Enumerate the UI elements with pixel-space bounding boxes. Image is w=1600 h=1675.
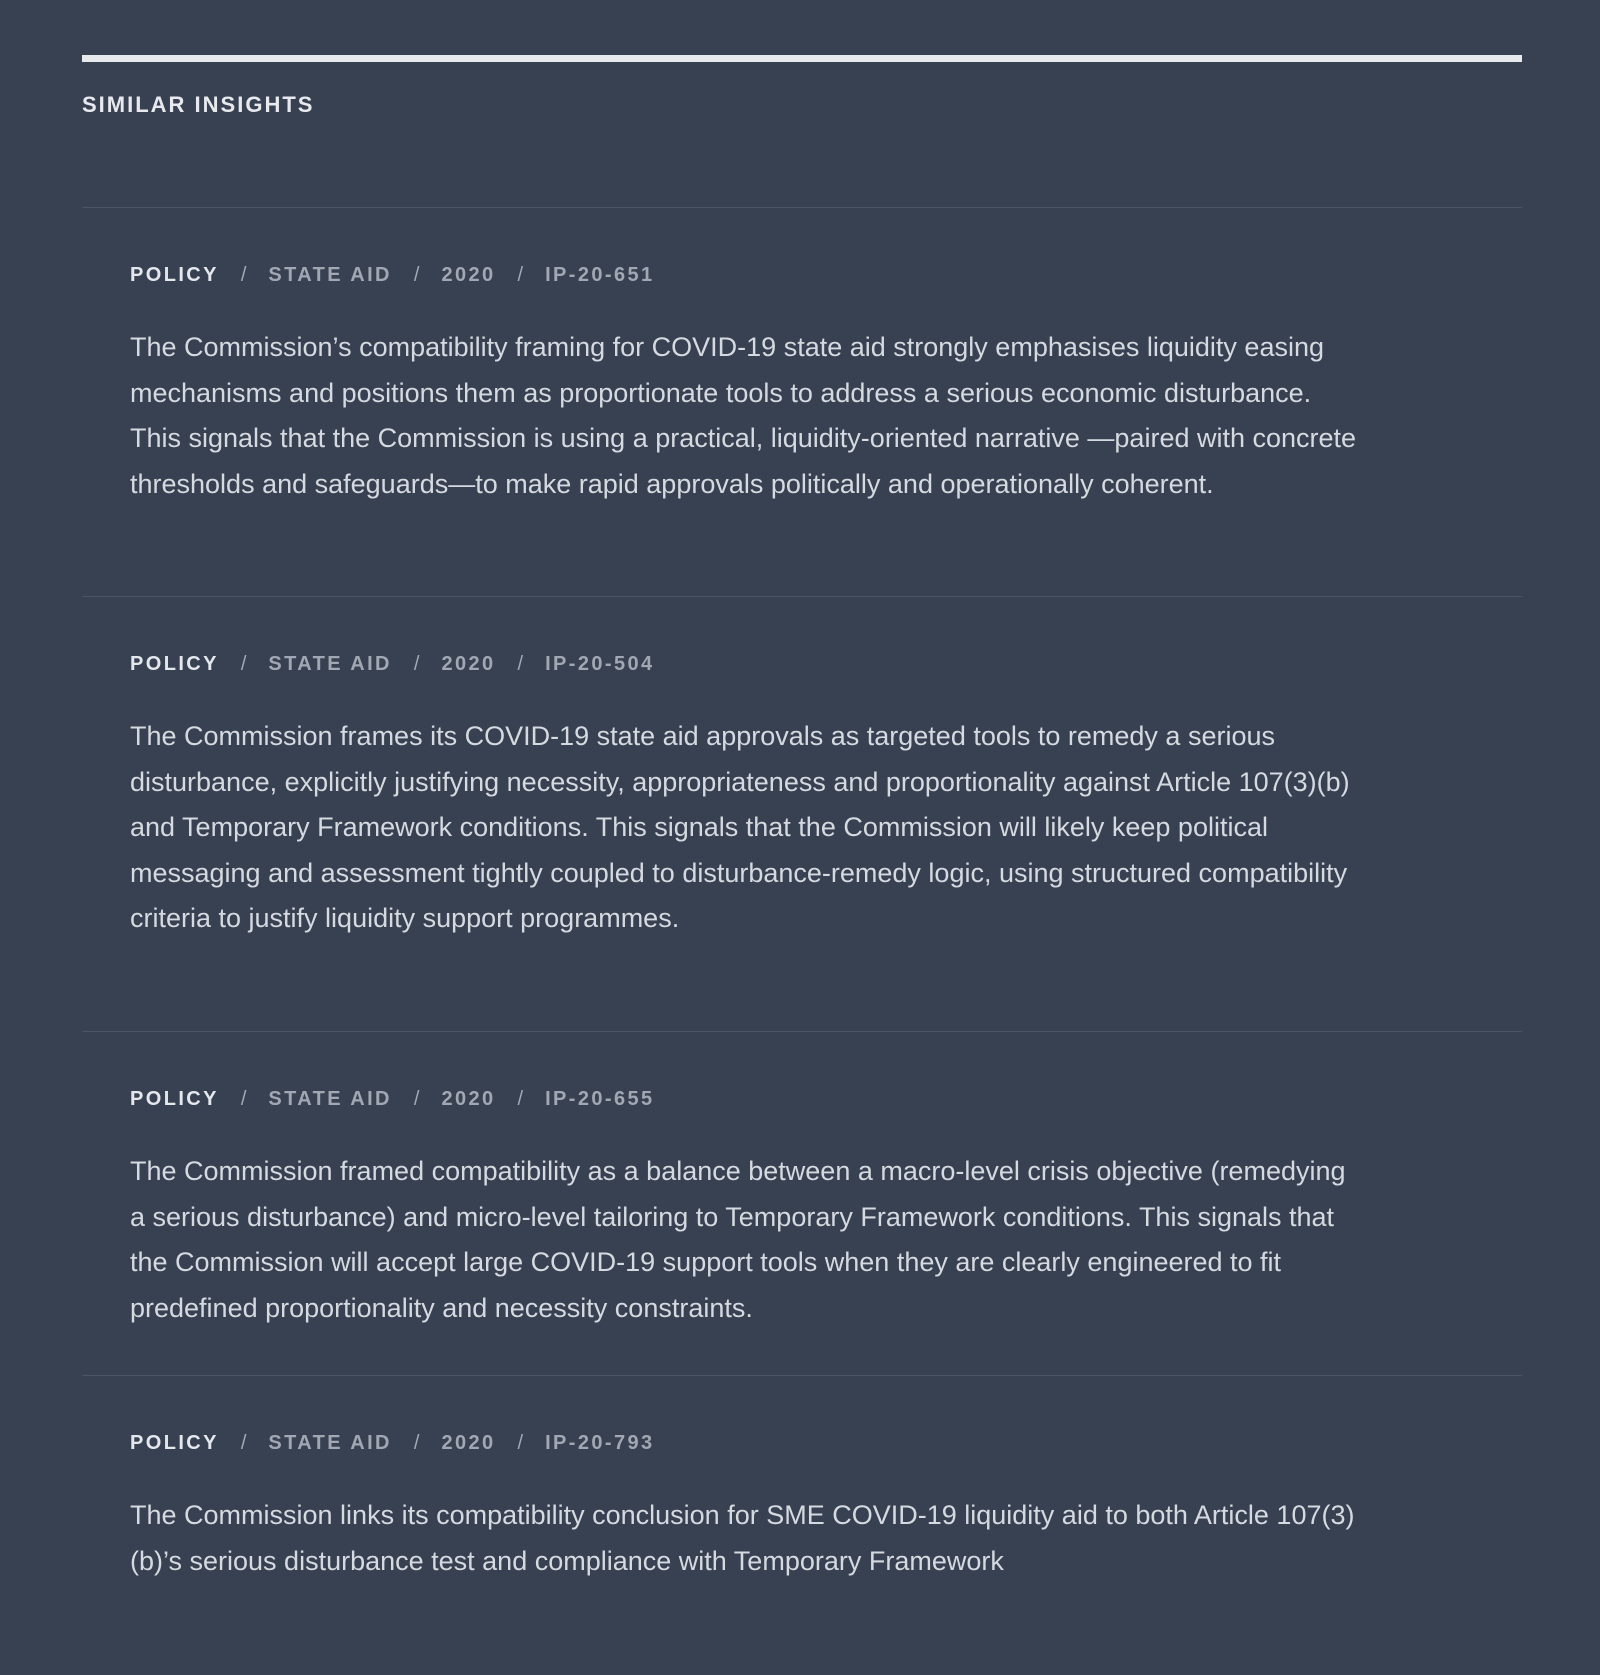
insight-card[interactable] — [82, 596, 1522, 1031]
insight-category: POLICY — [130, 1088, 219, 1110]
insight-topic: STATE AID — [268, 264, 392, 286]
insight-text: The Commission frames its COVID-19 state aid approvals as targeted tools to remedy a serious disturbance, explicitly justifying necessity, appropriateness and proportionality against Article 107(3)(b) and Temporary Framework conditions. This signals that the Commission will likely keep political messaging and assessment tightly coupled to disturbance-remedy logic, using structured compatibility criteria to justify liquidity support programmes. — [130, 721, 1350, 933]
insight-meta — [130, 1087, 1522, 1111]
meta-separator: / — [517, 264, 524, 286]
insight-reference: IP-20-655 — [545, 1088, 655, 1110]
meta-separator: / — [240, 653, 247, 675]
insight-meta — [130, 1431, 1522, 1455]
insight-meta — [130, 652, 1522, 676]
insight-year: 2020 — [441, 1088, 496, 1110]
insight-meta — [130, 263, 1522, 287]
insight-card[interactable] — [82, 1375, 1522, 1675]
meta-separator: / — [413, 264, 420, 286]
insight-text: The Commission framed compatibility as a balance between a macro-level crisis objective (remedying a serious disturbance) and micro-level tailoring to Temporary Framework conditions. This signals that the Commission will accept large COVID-19 support tools when they are clearly engineered to fit predefined proportionality and necessity constraints. — [130, 1156, 1346, 1323]
insight-card[interactable] — [82, 207, 1522, 596]
similar-insights-section — [82, 55, 1522, 1675]
meta-separator: / — [240, 1432, 247, 1454]
meta-separator: / — [240, 1088, 247, 1110]
insight-topic: STATE AID — [268, 1088, 392, 1110]
insight-reference: IP-20-504 — [545, 653, 655, 675]
insight-year: 2020 — [441, 264, 496, 286]
insight-category: POLICY — [130, 1432, 219, 1454]
meta-separator: / — [413, 653, 420, 675]
meta-separator: / — [240, 264, 247, 286]
insight-topic: STATE AID — [268, 653, 392, 675]
insight-category: POLICY — [130, 653, 219, 675]
insight-year: 2020 — [441, 1432, 496, 1454]
meta-separator: / — [413, 1088, 420, 1110]
section-top-rule — [82, 55, 1522, 62]
section-title: SIMILAR INSIGHTS — [82, 92, 315, 117]
insight-reference: IP-20-793 — [545, 1432, 655, 1454]
meta-separator: / — [517, 1088, 524, 1110]
insight-topic: STATE AID — [268, 1432, 392, 1454]
insight-text: The Commission links its compatibility conclusion for SME COVID-19 liquidity aid to both Article 107(3)(b)’s serious disturbance test and compliance with Temporary Framework — [130, 1500, 1355, 1576]
meta-separator: / — [413, 1432, 420, 1454]
insights-list — [82, 207, 1522, 1675]
insight-category: POLICY — [130, 264, 219, 286]
insight-card[interactable] — [82, 1031, 1522, 1375]
meta-separator: / — [517, 653, 524, 675]
insight-text: The Commission’s compatibility framing for COVID-19 state aid strongly emphasises liquidity easing mechanisms and positions them as proportionate tools to address a serious economic disturbance. This signals that the Commission is using a practical, liquidity-oriented narrative —paired with concrete thresholds and safeguards—to make rapid approvals politically and operationally coherent. — [130, 332, 1357, 499]
insight-year: 2020 — [441, 653, 496, 675]
insight-reference: IP-20-651 — [545, 264, 655, 286]
meta-separator: / — [517, 1432, 524, 1454]
